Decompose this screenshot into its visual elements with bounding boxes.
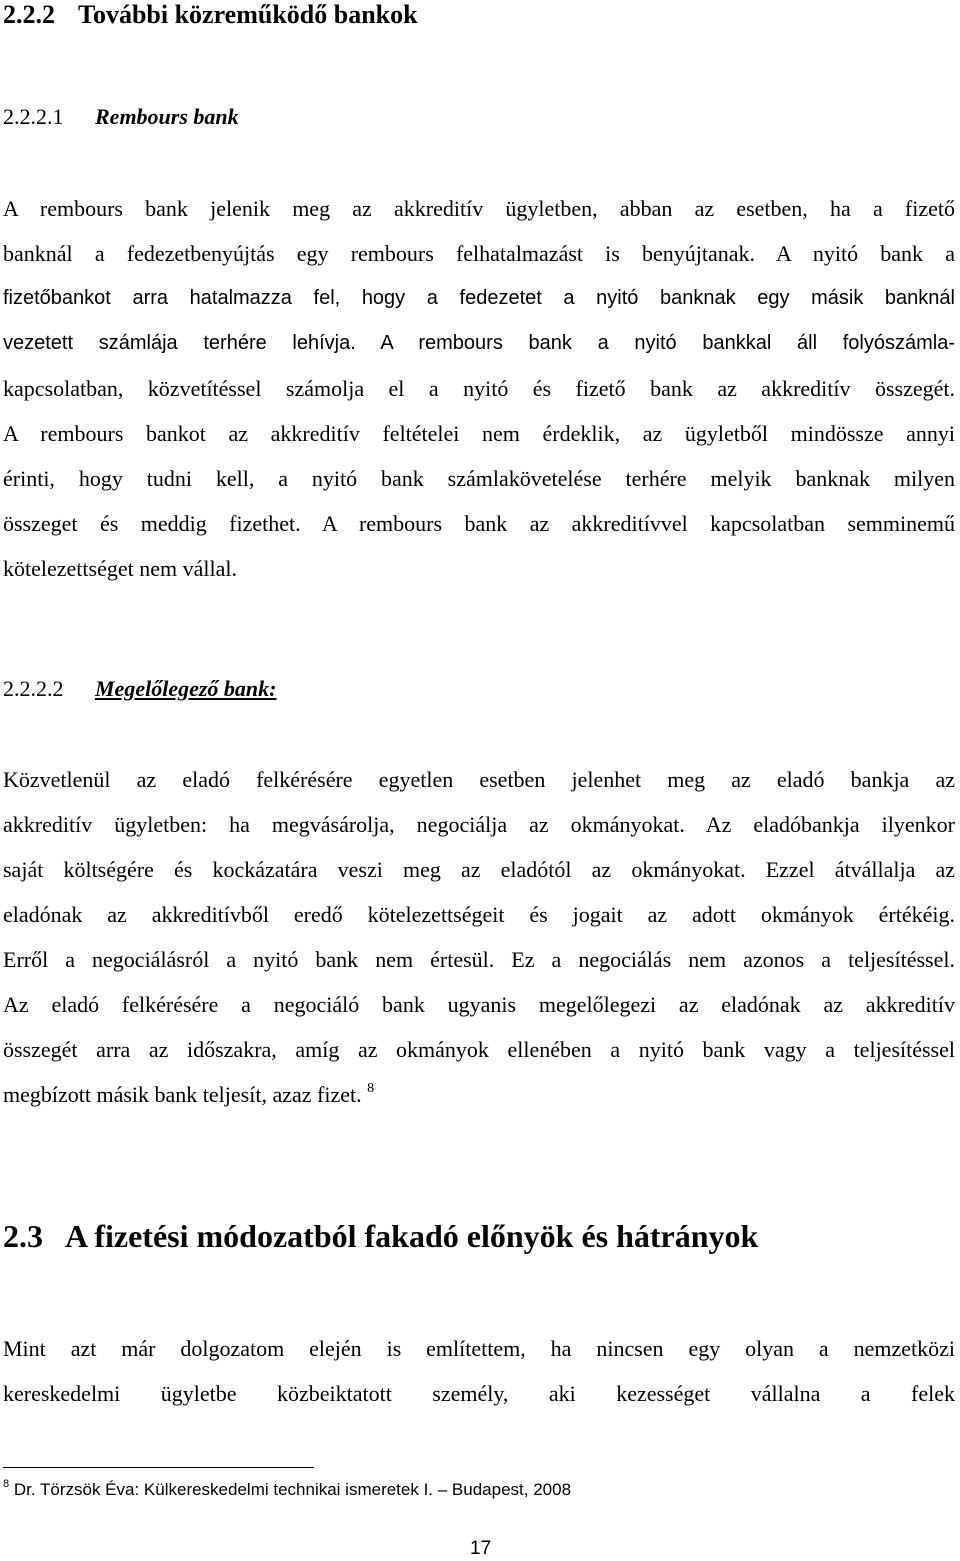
megelolegezo-paragraph [3,757,955,1117]
footnote-reference: 8 [367,1081,375,1096]
page-number: 17 [470,1538,492,1559]
section-heading [3,0,418,30]
paragraph-line: vezetett számlája terhére lehívja. A rembours bank a nyitó bankkal áll folyószámla- [3,332,955,354]
paragraph-line: kereskedelmi ügyletbe közbeiktatott személy, aki kezességet vállalna a felek [3,1381,955,1406]
subsection-title: Rembours bank [95,104,239,129]
subsection-title: Megelőlegező bank: [95,676,277,701]
paragraph-line: A rembours bank jelenik meg az akkreditív ügyletben, abban az esetben, ha a fizető [3,196,955,221]
section-number: 2.3 [3,1218,43,1254]
section-heading-2-3 [3,1218,758,1255]
advantages-paragraph [3,1326,955,1416]
paragraph-line-text: megbízott másik bank teljesít, azaz fizet. [3,1082,362,1107]
paragraph-line: összeget és meddig fizethet. A rembours bank az akkreditívvel kapcsolatban semminemű [3,511,955,536]
section-title: A fizetési módozatból fakadó előnyök és hátrányok [65,1218,759,1254]
paragraph-line: Közvetlenül az eladó felkérésére egyetlen esetben jelenhet meg az eladó bankja az [3,767,955,792]
footnote [3,1480,571,1500]
paragraph-line: saját költségére és kockázatára veszi meg az eladótól az okmányokat. Ezzel átvállalja az [3,857,955,882]
paragraph-line: banknál a fedezetbenyújtás egy rembours felhatalmazást is benyújtanak. A nyitó bank a [3,241,955,266]
paragraph-line: Erről a negociálásról a nyitó bank nem értesül. Ez a negociálás nem azonos a teljesítéssel. [3,947,955,972]
paragraph-line: akkreditív ügyletben: ha megvásárolja, negociálja az okmányokat. Az eladóbankja ilyenkor [3,812,955,837]
subsection-number: 2.2.2.1 [3,104,64,129]
footnote-mark: 8 [3,1478,10,1490]
subsection-heading-megelolegezo [3,676,276,702]
paragraph-line: összegét arra az időszakra, amíg az okmányok ellenében a nyitó bank vagy a teljesítéssel [3,1037,955,1062]
paragraph-line: Mint azt már dolgozatom elején is említettem, ha nincsen egy olyan a nemzetközi [3,1336,955,1361]
paragraph-line: Az eladó felkérésére a negociáló bank ugyanis megelőlegezi az eladónak az akkreditív [3,992,955,1017]
paragraph-line: kötelezettséget nem vállal. [3,556,237,581]
section-number: 2.2.2 [3,0,55,29]
paragraph-line [3,1072,955,1117]
paragraph-line: A rembours bankot az akkreditív feltételei nem érdeklik, az ügyletből mindössze annyi [3,421,955,446]
paragraph-line: fizetőbankot arra hatalmazza fel, hogy a fedezetet a nyitó banknak egy másik banknál [3,287,955,309]
rembours-paragraph [3,186,955,591]
subsection-heading-rembours [3,104,239,130]
footnote-divider [3,1467,314,1468]
subsection-number: 2.2.2.2 [3,676,64,701]
paragraph-line: érinti, hogy tudni kell, a nyitó bank számlakövetelése terhére melyik banknak milyen [3,466,955,491]
section-title: További közreműködő bankok [78,0,418,29]
paragraph-line: kapcsolatban, közvetítéssel számolja el a nyitó és fizető bank az akkreditív összegét. [3,376,955,401]
footnote-text: Dr. Törzsök Éva: Külkereskedelmi technikai ismeretek I. – Budapest, 2008 [13,1480,572,1499]
paragraph-line: eladónak az akkreditívből eredő kötelezettségeit és jogait az adott okmányok értékéig. [3,902,955,927]
